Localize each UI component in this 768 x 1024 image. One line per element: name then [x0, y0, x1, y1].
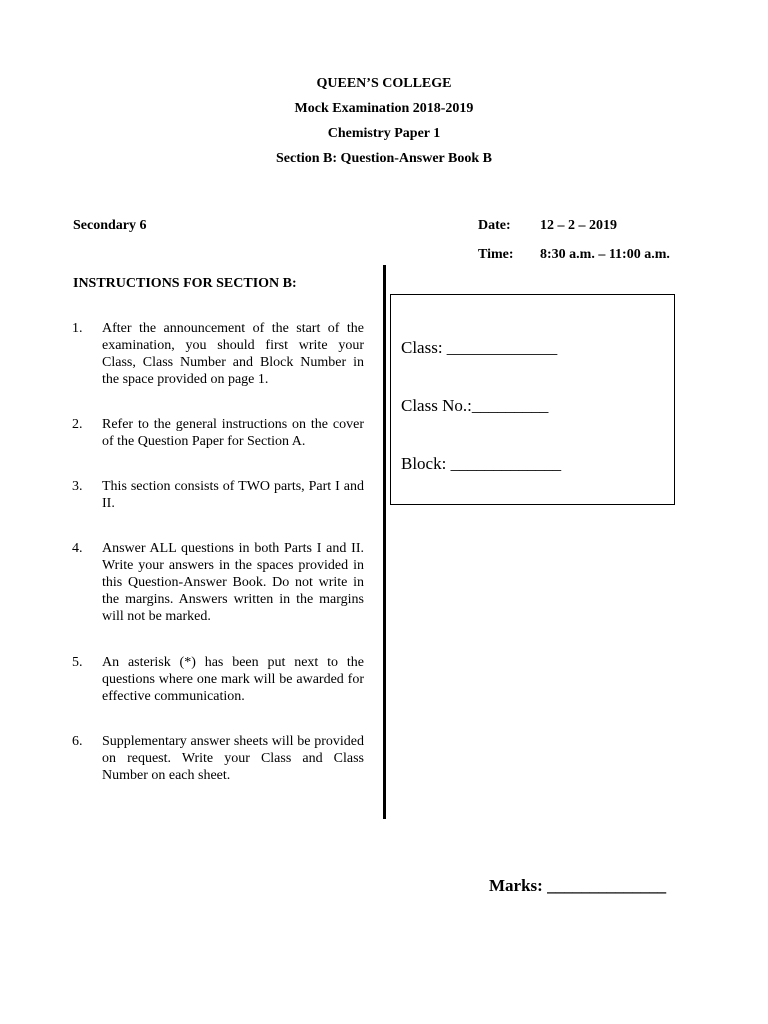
class-number-field[interactable]: Class No.:_________ — [401, 396, 549, 415]
class-field[interactable]: Class: _____________ — [401, 338, 558, 357]
instruction-item — [72, 540, 364, 625]
paper-title: Chemistry Paper 1 — [327, 126, 441, 141]
instruction-number: 5. — [72, 655, 83, 670]
date-value: 12 – 2 – 2019 — [540, 218, 617, 233]
date-label: Date: — [478, 218, 511, 233]
column-divider — [383, 265, 386, 819]
student-info-box — [390, 294, 675, 505]
instruction-item — [72, 733, 364, 784]
instructions-list — [72, 320, 364, 784]
instruction-item — [72, 478, 364, 512]
instruction-number: 1. — [72, 321, 83, 336]
block-field[interactable]: Block: _____________ — [401, 454, 562, 473]
instruction-text: An asterisk (*) has been put next to the questions where one mark will be awarded for effective communication. — [102, 655, 364, 704]
instruction-text: This section consists of TWO parts, Part I and II. — [102, 479, 364, 511]
instruction-text: Supplementary answer sheets will be provided on request. Write your Class and Class Number on each sheet. — [102, 734, 364, 783]
instruction-text: Refer to the general instructions on the cover of the Question Paper for Section A. — [102, 417, 364, 449]
instruction-item — [72, 320, 364, 388]
instruction-text: After the announcement of the start of the examination, you should first write your Class, Class Number and Block Number in the space provided on page 1. — [102, 321, 364, 387]
time-label: Time: — [478, 247, 514, 262]
instruction-number: 4. — [72, 541, 83, 556]
form-level: Secondary 6 — [73, 218, 147, 233]
instruction-text: Answer ALL questions in both Parts I and II. Write your answers in the spaces provided in this Question-Answer Book. Do not write in the margins. Answers written in the margins will not be marked. — [102, 541, 364, 624]
instruction-item — [72, 416, 364, 450]
marks-field[interactable]: Marks: ______________ — [489, 876, 667, 895]
section-title: Section B: Question-Answer Book B — [276, 151, 492, 166]
instructions-heading: INSTRUCTIONS FOR SECTION B: — [73, 276, 297, 291]
paper-header — [0, 74, 768, 174]
instruction-number: 3. — [72, 479, 83, 494]
school-name: QUEEN’S COLLEGE — [316, 76, 452, 91]
instruction-item — [72, 654, 364, 705]
time-value: 8:30 a.m. – 11:00 a.m. — [540, 247, 670, 262]
exam-title: Mock Examination 2018-2019 — [294, 101, 474, 116]
instruction-number: 2. — [72, 417, 83, 432]
instruction-number: 6. — [72, 734, 83, 749]
